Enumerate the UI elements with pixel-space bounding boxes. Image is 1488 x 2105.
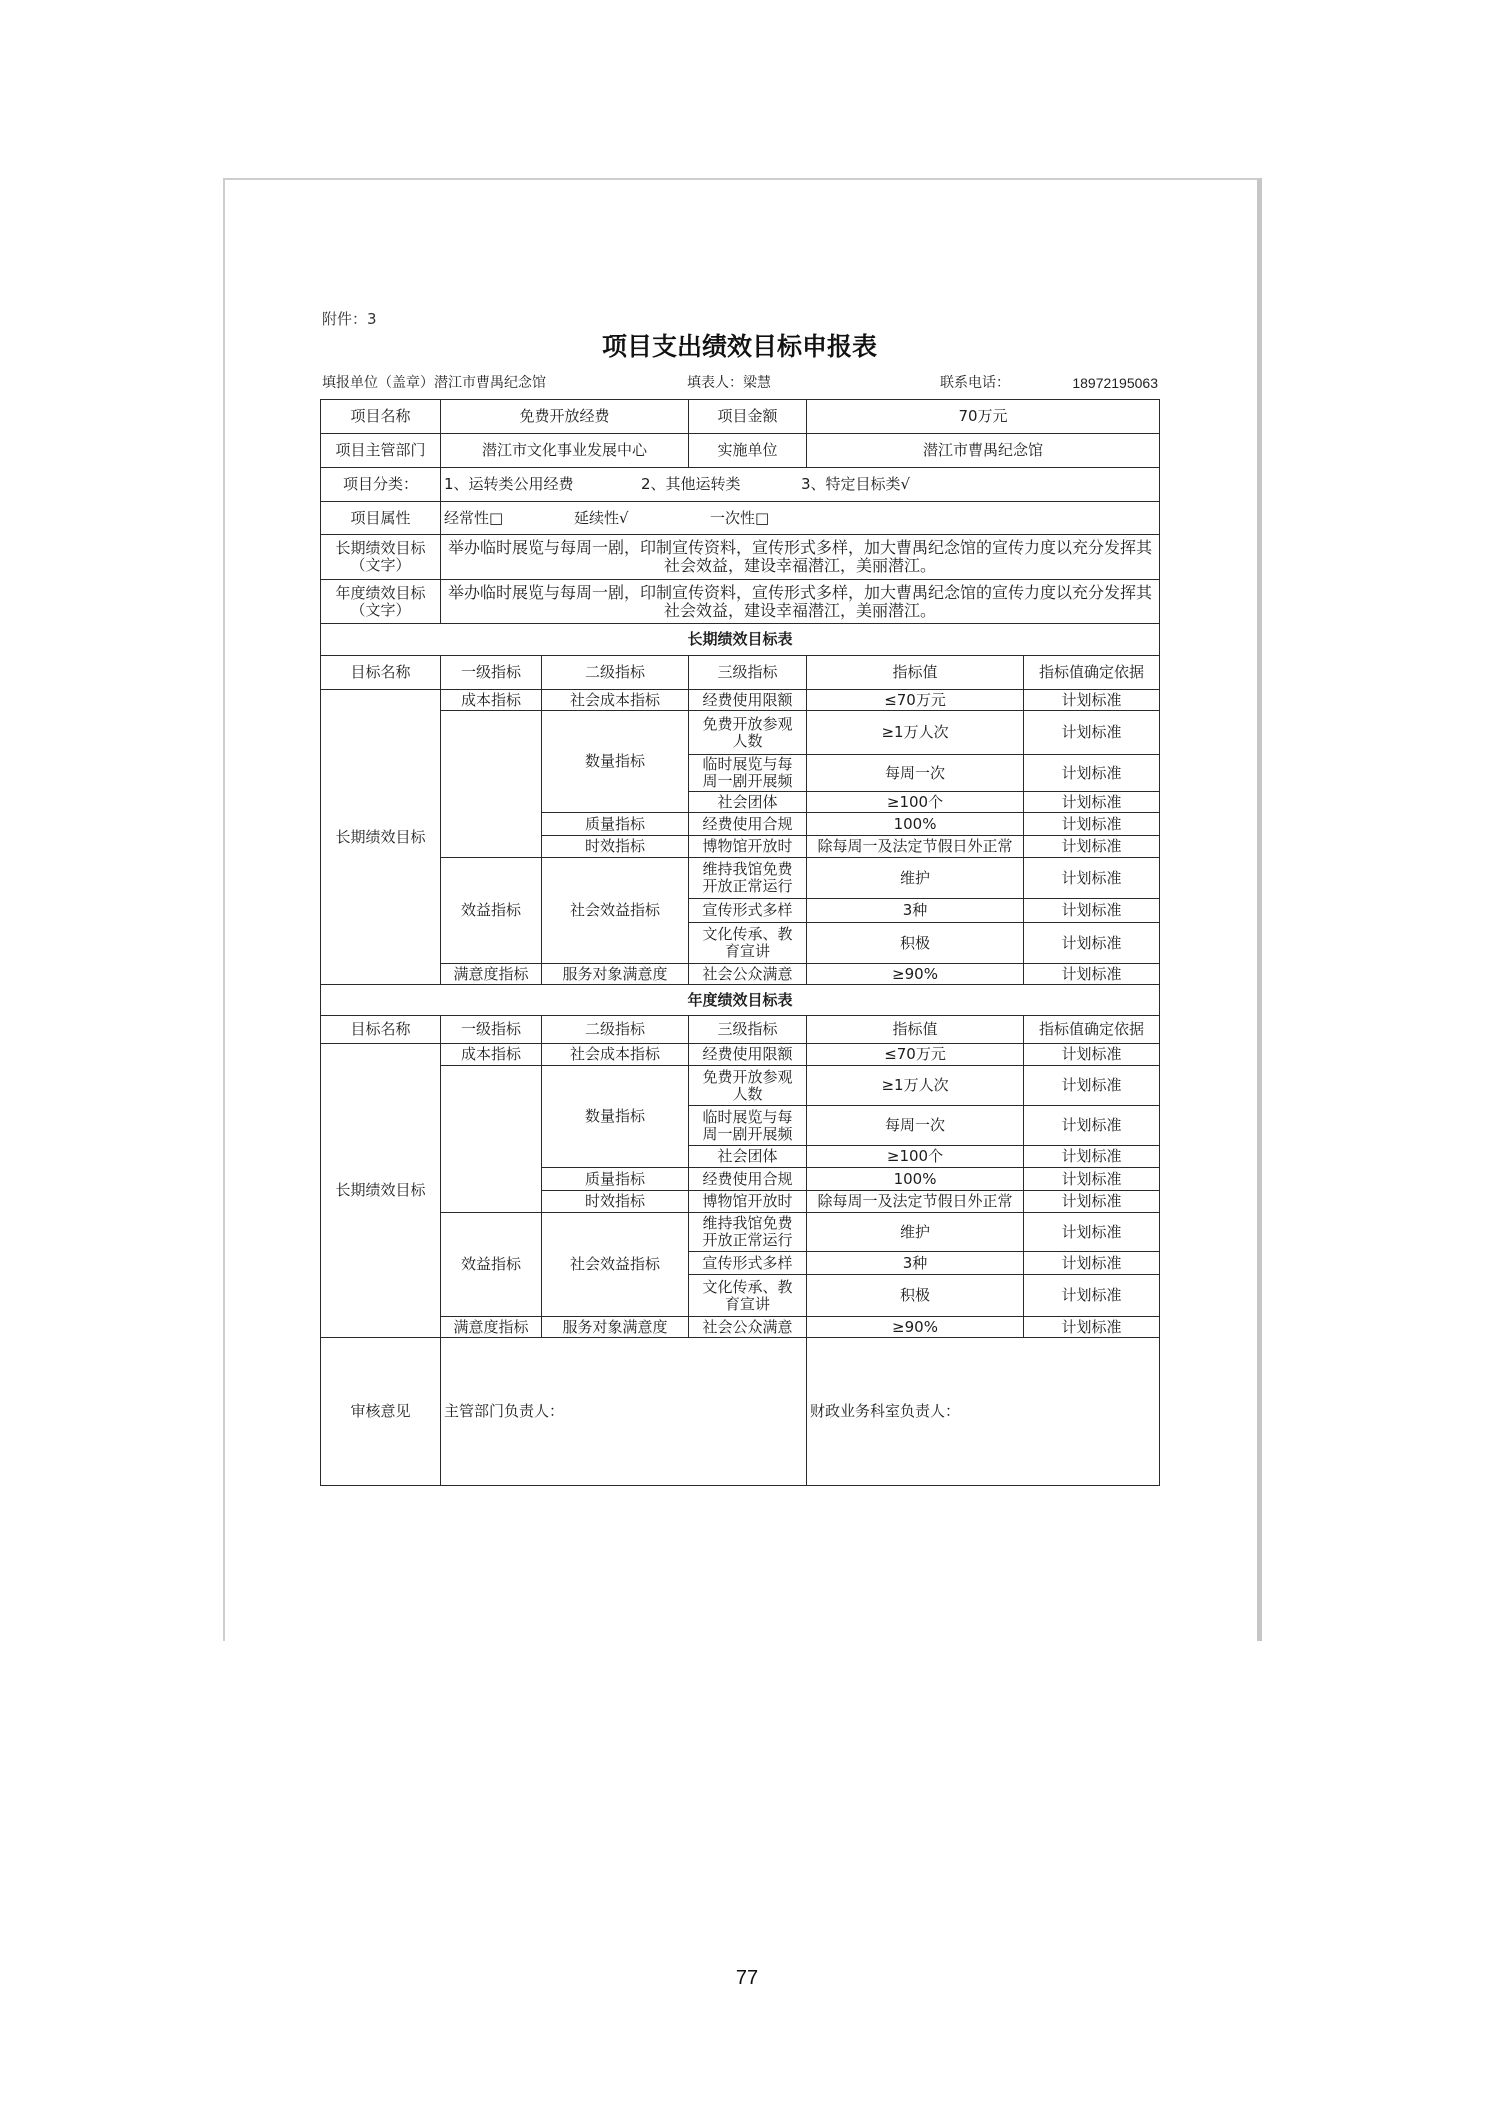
page-number: 77 xyxy=(735,1967,759,1989)
amount-value: 70万元 xyxy=(807,400,1160,434)
department-row xyxy=(321,434,1160,468)
review-label: 审核意见 xyxy=(321,1338,441,1486)
basis-cell: 计划标准 xyxy=(1024,1252,1160,1275)
column-header: 三级指标 xyxy=(689,1016,807,1044)
long-term-goal-label: 长期绩效目标（文字） xyxy=(321,535,441,580)
indicator-cell: 维持我馆免费开放正常运行 xyxy=(689,858,807,899)
level1-cell: 满意度指标 xyxy=(441,1317,542,1338)
phone-value: 18972195063 xyxy=(1072,375,1158,391)
indicator-cell: 宣传形式多样 xyxy=(689,899,807,923)
section-title-row xyxy=(321,985,1160,1016)
goal-name-cell: 长期绩效目标 xyxy=(321,690,441,985)
indicator-cell: 社会公众满意 xyxy=(689,964,807,985)
value-cell: ≥1万人次 xyxy=(807,711,1024,755)
indicator-cell: 宣传形式多样 xyxy=(689,1252,807,1275)
value-cell: 100% xyxy=(807,813,1024,836)
basis-cell: 计划标准 xyxy=(1024,1044,1160,1066)
indicator-cell: 经费使用合规 xyxy=(689,813,807,836)
level1-cell: 满意度指标 xyxy=(441,964,542,985)
category-option: 2、其他运转类 xyxy=(641,475,741,494)
level1-blank-cell xyxy=(441,711,542,858)
value-cell: ≥100个 xyxy=(807,1146,1024,1168)
table-row xyxy=(321,711,1160,755)
level2-cell: 时效指标 xyxy=(542,836,689,858)
level2-cell: 服务对象满意度 xyxy=(542,1317,689,1338)
basis-cell: 计划标准 xyxy=(1024,836,1160,858)
level2-cell: 数量指标 xyxy=(542,1066,689,1168)
indicator-cell: 经费使用合规 xyxy=(689,1168,807,1191)
phone-label: 联系电话： xyxy=(940,375,1010,391)
table-row xyxy=(321,1317,1160,1338)
category-row xyxy=(321,468,1160,502)
table-row xyxy=(321,964,1160,985)
implementer-label: 实施单位 xyxy=(689,434,807,468)
section-title-row xyxy=(321,624,1160,656)
indicator-cell: 经费使用限额 xyxy=(689,690,807,711)
level1-cell: 效益指标 xyxy=(441,858,542,964)
finance-head-signature: 财政业务科室负责人： xyxy=(807,1338,1160,1486)
column-header: 三级指标 xyxy=(689,656,807,690)
level1-cell: 成本指标 xyxy=(441,1044,542,1066)
attribute-options xyxy=(441,502,1160,535)
basis-cell: 计划标准 xyxy=(1024,1275,1160,1317)
attribute-label: 项目属性 xyxy=(321,502,441,535)
goal-name-cell: 长期绩效目标 xyxy=(321,1044,441,1338)
attribute-option: 延续性√ xyxy=(574,508,629,527)
level2-cell: 数量指标 xyxy=(542,711,689,813)
attribute-option: 一次性□ xyxy=(710,508,770,527)
value-cell: 除每周一及法定节假日外正常 xyxy=(807,836,1024,858)
indicator-cell: 文化传承、教育宣讲 xyxy=(689,1275,807,1317)
value-cell: 100% xyxy=(807,1168,1024,1191)
annual-section-title: 年度绩效目标表 xyxy=(321,985,1160,1016)
basis-cell: 计划标准 xyxy=(1024,755,1160,792)
basis-cell: 计划标准 xyxy=(1024,858,1160,899)
basis-cell: 计划标准 xyxy=(1024,813,1160,836)
indicator-cell: 社会公众满意 xyxy=(689,1317,807,1338)
indicator-cell: 文化传承、教育宣讲 xyxy=(689,923,807,964)
basis-cell: 计划标准 xyxy=(1024,1213,1160,1252)
indicator-cell: 免费开放参观人数 xyxy=(689,1066,807,1106)
level2-cell: 社会效益指标 xyxy=(542,858,689,964)
column-header: 目标名称 xyxy=(321,1016,441,1044)
level1-cell: 效益指标 xyxy=(441,1213,542,1317)
basis-cell: 计划标准 xyxy=(1024,792,1160,813)
column-header: 指标值确定依据 xyxy=(1024,656,1160,690)
indicator-cell: 博物馆开放时 xyxy=(689,1191,807,1213)
indicator-cell: 临时展览与每周一剧开展频 xyxy=(689,755,807,792)
value-cell: 维护 xyxy=(807,858,1024,899)
long-term-goal-row xyxy=(321,535,1160,580)
basis-cell: 计划标准 xyxy=(1024,964,1160,985)
level2-cell: 社会成本指标 xyxy=(542,1044,689,1066)
category-options xyxy=(441,468,1160,502)
level2-cell: 质量指标 xyxy=(542,813,689,836)
performance-goal-table xyxy=(320,399,1160,1486)
column-header-row xyxy=(321,1016,1160,1044)
value-cell: ≥1万人次 xyxy=(807,1066,1024,1106)
indicator-cell: 社会团体 xyxy=(689,792,807,813)
value-cell: 每周一次 xyxy=(807,755,1024,792)
column-header-row xyxy=(321,656,1160,690)
attribute-option: 经常性□ xyxy=(444,508,504,527)
value-cell: 维护 xyxy=(807,1213,1024,1252)
basis-cell: 计划标准 xyxy=(1024,1106,1160,1146)
review-row xyxy=(321,1338,1160,1486)
table-row xyxy=(321,1213,1160,1252)
project-name-value: 免费开放经费 xyxy=(441,400,689,434)
level1-cell: 成本指标 xyxy=(441,690,542,711)
table-row xyxy=(321,690,1160,711)
indicator-cell: 经费使用限额 xyxy=(689,1044,807,1066)
department-label: 项目主管部门 xyxy=(321,434,441,468)
value-cell: ≤70万元 xyxy=(807,1044,1024,1066)
column-header: 指标值确定依据 xyxy=(1024,1016,1160,1044)
amount-label: 项目金额 xyxy=(689,400,807,434)
value-cell: 3种 xyxy=(807,1252,1024,1275)
column-header: 指标值 xyxy=(807,656,1024,690)
annual-goal-row xyxy=(321,580,1160,624)
column-header: 目标名称 xyxy=(321,656,441,690)
implementer-value: 潜江市曹禺纪念馆 xyxy=(807,434,1160,468)
form-title: 项目支出绩效目标申报表 xyxy=(601,332,877,361)
level2-cell: 服务对象满意度 xyxy=(542,964,689,985)
table-row xyxy=(321,858,1160,899)
basis-cell: 计划标准 xyxy=(1024,1317,1160,1338)
project-name-row xyxy=(321,400,1160,434)
table-row xyxy=(321,1066,1160,1106)
attachment-label: 附件：3 xyxy=(322,310,377,328)
level2-cell: 社会效益指标 xyxy=(542,1213,689,1317)
basis-cell: 计划标准 xyxy=(1024,1191,1160,1213)
filler-person: 填表人：梁慧 xyxy=(687,375,771,391)
indicator-cell: 维持我馆免费开放正常运行 xyxy=(689,1213,807,1252)
category-option: 3、特定目标类√ xyxy=(801,475,911,494)
value-cell: ≤70万元 xyxy=(807,690,1024,711)
basis-cell: 计划标准 xyxy=(1024,923,1160,964)
long-term-section-title: 长期绩效目标表 xyxy=(321,624,1160,656)
value-cell: 除每周一及法定节假日外正常 xyxy=(807,1191,1024,1213)
level2-cell: 社会成本指标 xyxy=(542,690,689,711)
value-cell: 积极 xyxy=(807,1275,1024,1317)
indicator-cell: 博物馆开放时 xyxy=(689,836,807,858)
category-label: 项目分类： xyxy=(321,468,441,502)
annual-goal-label: 年度绩效目标（文字） xyxy=(321,580,441,624)
column-header: 一级指标 xyxy=(441,656,542,690)
column-header: 指标值 xyxy=(807,1016,1024,1044)
value-cell: ≥100个 xyxy=(807,792,1024,813)
level2-cell: 质量指标 xyxy=(542,1168,689,1191)
table-row xyxy=(321,1044,1160,1066)
department-value: 潜江市文化事业发展中心 xyxy=(441,434,689,468)
indicator-cell: 免费开放参观人数 xyxy=(689,711,807,755)
basis-cell: 计划标准 xyxy=(1024,690,1160,711)
column-header: 二级指标 xyxy=(542,1016,689,1044)
column-header: 一级指标 xyxy=(441,1016,542,1044)
value-cell: ≥90% xyxy=(807,1317,1024,1338)
level2-cell: 时效指标 xyxy=(542,1191,689,1213)
category-option: 1、运转类公用经费 xyxy=(444,475,574,494)
basis-cell: 计划标准 xyxy=(1024,1168,1160,1191)
basis-cell: 计划标准 xyxy=(1024,1146,1160,1168)
annual-goal-text: 举办临时展览与每周一剧，印制宣传资料，宣传形式多样，加大曹禺纪念馆的宣传力度以充分发挥其社会效益，建设幸福潜江，美丽潜江。 xyxy=(441,580,1160,624)
basis-cell: 计划标准 xyxy=(1024,711,1160,755)
value-cell: 3种 xyxy=(807,899,1024,923)
level1-blank-cell xyxy=(441,1066,542,1213)
indicator-cell: 临时展览与每周一剧开展频 xyxy=(689,1106,807,1146)
department-head-signature: 主管部门负责人： xyxy=(441,1338,807,1486)
value-cell: ≥90% xyxy=(807,964,1024,985)
basis-cell: 计划标准 xyxy=(1024,899,1160,923)
project-name-label: 项目名称 xyxy=(321,400,441,434)
value-cell: 积极 xyxy=(807,923,1024,964)
indicator-cell: 社会团体 xyxy=(689,1146,807,1168)
basis-cell: 计划标准 xyxy=(1024,1066,1160,1106)
long-term-goal-text: 举办临时展览与每周一剧，印制宣传资料，宣传形式多样，加大曹禺纪念馆的宣传力度以充分发挥其社会效益，建设幸福潜江，美丽潜江。 xyxy=(441,535,1160,580)
value-cell: 每周一次 xyxy=(807,1106,1024,1146)
filler-unit: 填报单位（盖章）潜江市曹禺纪念馆 xyxy=(322,375,546,391)
attribute-row xyxy=(321,502,1160,535)
column-header: 二级指标 xyxy=(542,656,689,690)
